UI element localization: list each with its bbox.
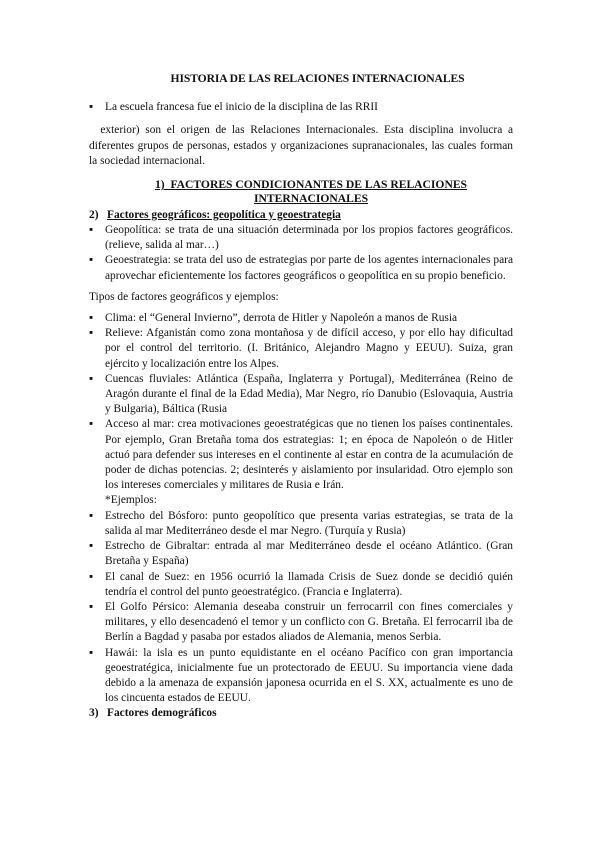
type-text: Clima: el “General Invierno”, derrota de Hitler y Napoleón a manos de Rusia bbox=[105, 312, 458, 325]
example-text: Estrecho de Gibraltar: entrada al mar Mediterráneo desde el océano Atlántico. (Gran Bretaña y España) bbox=[105, 540, 513, 568]
bullet-icon: ▪ bbox=[89, 540, 94, 553]
section-3-title: Factores demográficos bbox=[107, 707, 217, 720]
bullet-icon: ▪ bbox=[89, 372, 94, 385]
section-1-title: FACTORES CONDICIONANTES DE LAS RELACIONES INTERNACIONALES bbox=[170, 178, 468, 206]
intro-paragraph bbox=[89, 123, 513, 169]
example-text: El Golfo Pérsico: Alemania deseaba construir un ferrocarril con fines comerciales y militares, y ello desencadenó el temor y un conflicto con G. Bretaña. El ferrocarril iba de Berlín a Bagdad y pasaba por estados aliados de Alemania, menos Serbia. bbox=[105, 600, 513, 644]
bullet-icon: ▪ bbox=[89, 600, 94, 613]
section-2-title: Factores geográficos: geopolítica y geoestrategia bbox=[107, 208, 341, 221]
definition-text: Geoestrategia: se trata del uso de estrategias por parte de los agentes internacionales para aprovechar eficientemente los factores geográficos o geopolítica en su propio beneficio. bbox=[105, 254, 513, 282]
list-item bbox=[89, 417, 513, 493]
example-text: Estrecho del Bósforo: punto geopolítico que presenta varias estrategias, se trata de la salida al mar Mediterráneo desde el mar Negro. (Turquía y Rusia) bbox=[105, 509, 513, 537]
definitions-list bbox=[89, 223, 513, 284]
list-item bbox=[89, 372, 513, 418]
bullet-icon: ▪ bbox=[89, 509, 94, 522]
document-title: HISTORIA DE LAS RELACIONES INTERNACIONALES bbox=[170, 72, 465, 85]
bullet-icon: ▪ bbox=[89, 570, 94, 583]
bullet-icon: ▪ bbox=[89, 312, 94, 325]
list-item bbox=[89, 509, 513, 539]
list-item bbox=[89, 600, 513, 646]
type-text: Cuencas fluviales: Atlántica (España, Inglaterra y Portugal), Mediterránea (Reino de Aragón durante el final de la Edad Media), Mar Negro, río Danubio (Eslovaquia, Austria y Bulgaria), Báltica (Rusia bbox=[105, 372, 513, 416]
list-item bbox=[89, 570, 513, 600]
bullet-icon: ▪ bbox=[89, 327, 94, 340]
types-list bbox=[89, 311, 513, 493]
example-text: Hawái: la isla es un punto equidistante en el océano Pacífico con gran importancia geoestratégica, inicialmente fue un protectorado de EEUU. Su importancia viene dada debido a la amenaza de expansión japonesa ocurrida en el S. XX, actualmente es uno de los cincuenta estados de EEUU. bbox=[105, 646, 513, 705]
intro-bullet-text: La escuela francesa fue el inicio de la disciplina de las RRII bbox=[105, 101, 378, 114]
section-2-number: 2) bbox=[89, 208, 99, 221]
section-3-number: 3) bbox=[89, 707, 99, 720]
section-1-number: 1) bbox=[154, 178, 165, 192]
section-1-heading bbox=[109, 178, 513, 207]
bullet-icon: ▪ bbox=[89, 224, 94, 237]
type-text: Acceso al mar: crea motivaciones geoestratégicas que no tienen los países continentales. Por ejemplo, Gran Bretaña toma dos estrategias: 1; en época de Napoleón o de Hitler actuó para defender sus intereses en el continente al estar en contra de la acumulación de poder de dichas potencias. 2; desinterés y aislamiento por insularidad. Otro ejemplo son los intereses comerciales y militares de Rusia e Irán. bbox=[105, 418, 513, 492]
examples-label: *Ejemplos: bbox=[105, 494, 157, 507]
intro-paragraph-text: exterior) son el origen de las Relaciones Internacionales. Esta disciplina involucra a diferentes grupos de personas, estados y organizaciones supranacionales, las cuales forman la sociedad internacional. bbox=[89, 124, 513, 167]
list-item bbox=[89, 539, 513, 569]
bullet-icon: ▪ bbox=[89, 418, 94, 431]
bullet-icon: ▪ bbox=[89, 254, 94, 267]
intro-list bbox=[89, 100, 513, 115]
type-text: Relieve: Afganistán como zona montañosa y de difícil acceso, y por ello hay dificultad por el control del territorio. (I. Británico, Alejandro Magno y EEUU). Suiza, gran ejército y localización entre los Alpes. bbox=[105, 327, 513, 370]
bullet-icon: ▪ bbox=[89, 101, 94, 114]
types-intro: Tipos de factores geográficos y ejemplos: bbox=[89, 290, 279, 303]
examples-list bbox=[89, 509, 513, 707]
list-item bbox=[89, 311, 513, 326]
section-3-heading bbox=[89, 706, 513, 721]
list-item bbox=[89, 223, 513, 253]
section-2-heading bbox=[89, 208, 513, 223]
list-item bbox=[89, 646, 513, 707]
list-item bbox=[89, 326, 513, 372]
list-item bbox=[89, 253, 513, 283]
bullet-icon: ▪ bbox=[89, 646, 94, 659]
definition-text: Geopolítica: se trata de una situación determinada por los propios factores geográficos. (relieve, salida al mar…) bbox=[105, 224, 513, 252]
example-text: El canal de Suez: en 1956 ocurrió la llamada Crisis de Suez donde se decidió quién tendría el control del punto geoestratégico. (Francia e Inglaterra). bbox=[105, 570, 513, 598]
document-body bbox=[89, 71, 513, 722]
list-item bbox=[89, 100, 513, 115]
